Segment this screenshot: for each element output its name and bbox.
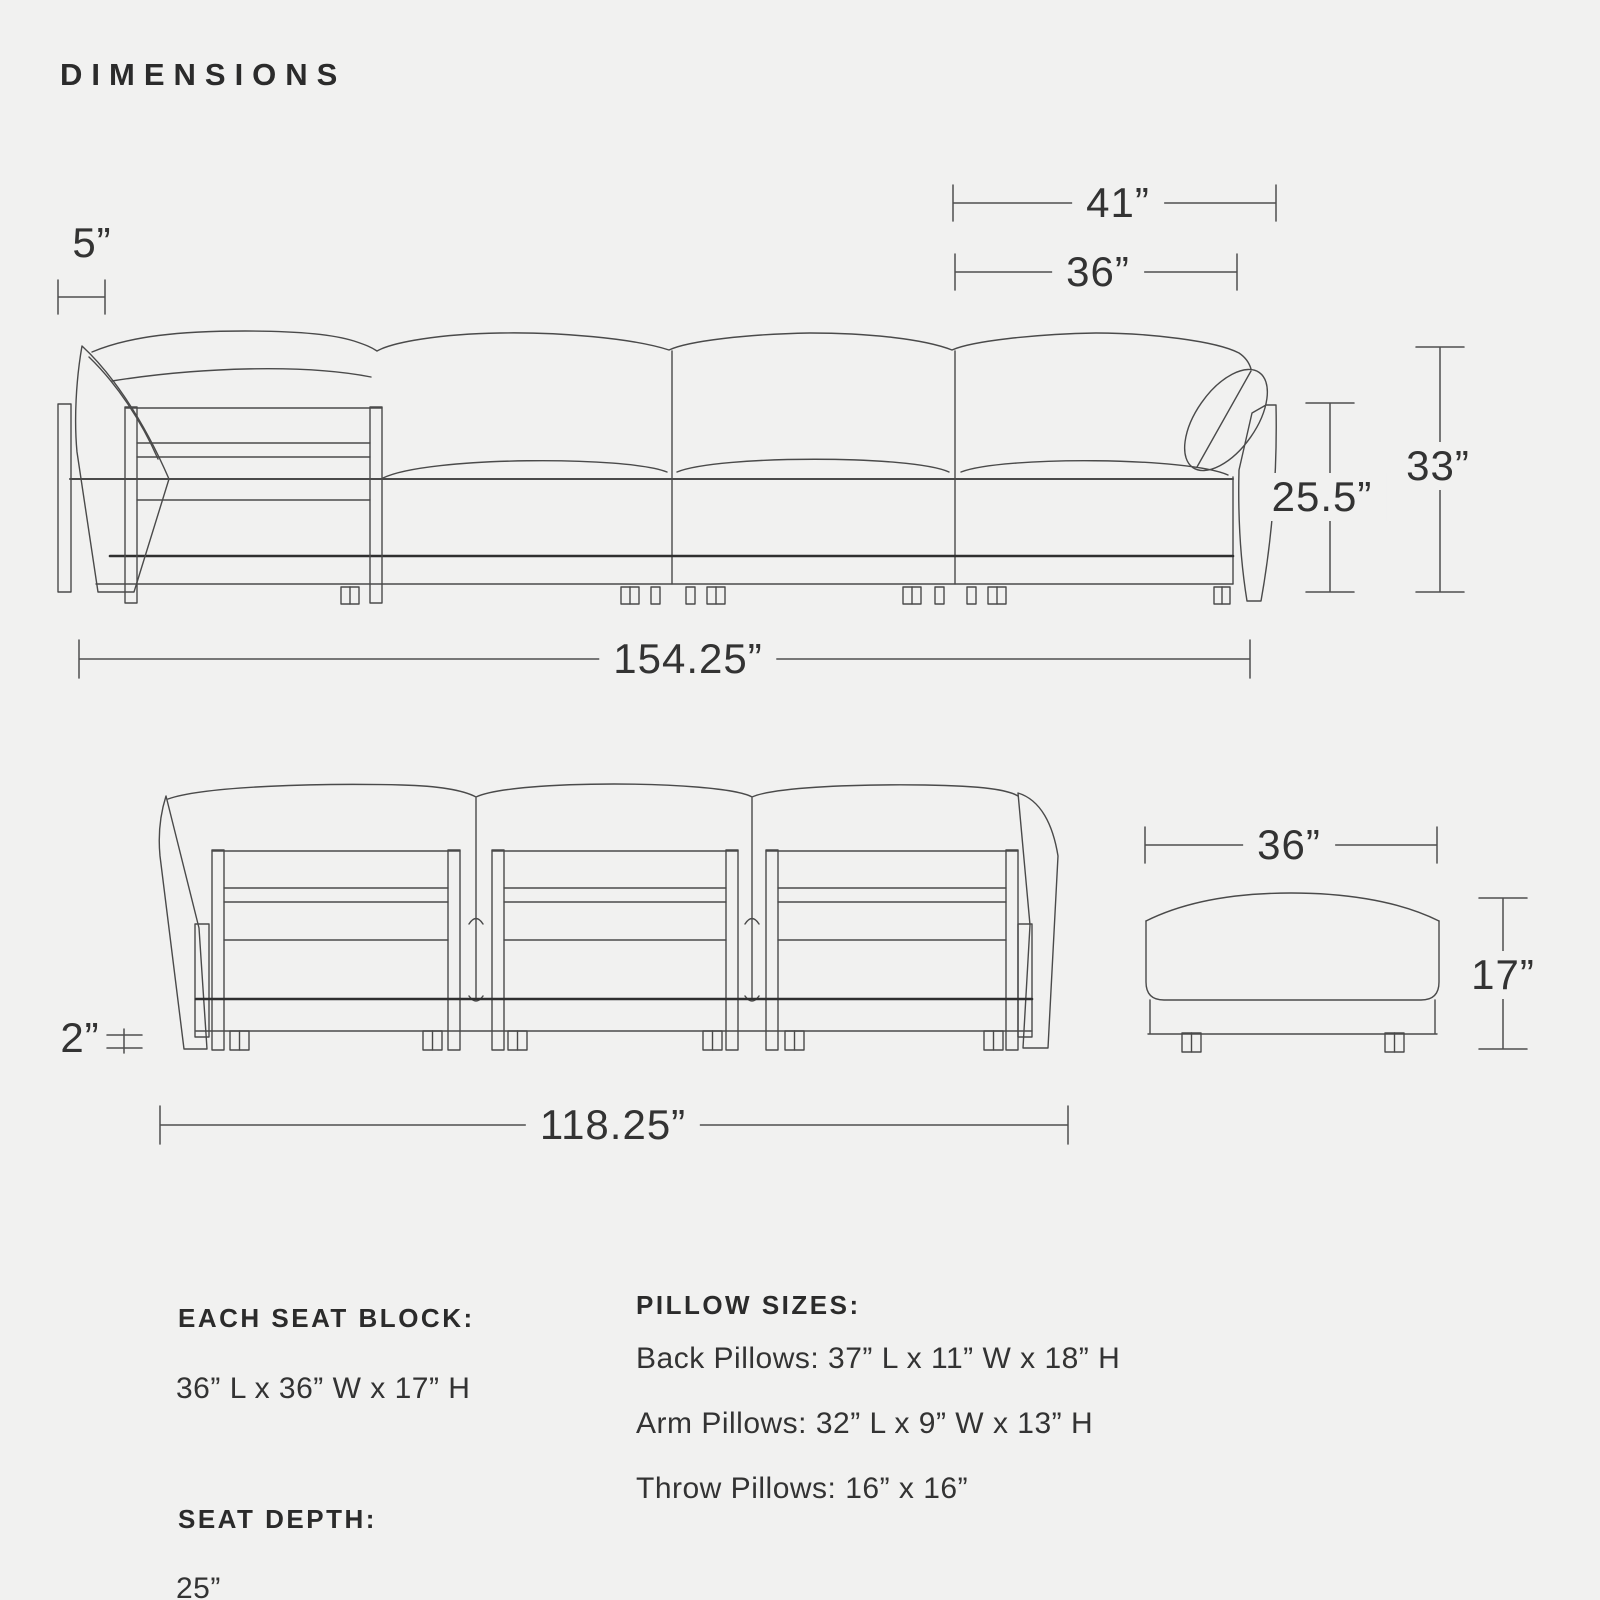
corner-frame-rails	[125, 408, 382, 500]
pillow-sizes-heading: PILLOW SIZES:	[636, 1290, 861, 1320]
seam-piping-marks	[469, 919, 759, 1002]
seat-cushion-arcs	[383, 459, 1228, 478]
module-junction-lines	[672, 351, 1233, 584]
dim-label-ottoman-width: 36”	[1243, 821, 1335, 869]
seat-block-heading: EACH SEAT BLOCK:	[178, 1303, 475, 1333]
corner-frame-left-post	[125, 407, 137, 603]
back-left-wing	[159, 796, 207, 1049]
front-elevation-drawing	[58, 331, 1284, 604]
ottoman-legs	[1182, 1033, 1404, 1052]
dim-label-overall-height: 33”	[1392, 442, 1484, 490]
pillow-size-throw: Throw Pillows: 16” x 16”	[636, 1472, 969, 1505]
ottoman-cushion-top	[1146, 893, 1439, 921]
seat-depth-heading: SEAT DEPTH:	[178, 1504, 377, 1534]
back-legs	[230, 1031, 1003, 1050]
ottoman-drawing	[1146, 893, 1439, 1052]
dim-line-arm-width-5	[58, 280, 105, 314]
back-frame-block-3	[766, 850, 1018, 1050]
ottoman-base	[1148, 1000, 1437, 1034]
dim-label-leg-height: 2”	[60, 1014, 100, 1061]
dim-label-arm-height: 25.5”	[1258, 473, 1387, 521]
pillow-size-back: Back Pillows: 37” L x 11” W x 18” H	[636, 1342, 1121, 1375]
seat-depth-value: 25”	[176, 1572, 221, 1600]
corner-frame-right-post	[370, 407, 382, 603]
dim-line-leg-height-2	[107, 1029, 142, 1053]
back-frame-block-1	[212, 850, 460, 1050]
back-right-wing	[1018, 793, 1058, 1048]
front-legs	[341, 587, 1230, 604]
corner-cushion-edge	[112, 369, 371, 381]
back-cushions-outline	[168, 784, 1018, 799]
page-title: DIMENSIONS	[60, 57, 347, 92]
dim-label-seat-width: 36”	[1052, 248, 1144, 296]
dim-label-back-width: 118.25”	[526, 1101, 700, 1149]
dim-label-overall-width: 154.25”	[599, 635, 776, 683]
pillow-size-arm: Arm Pillows: 32” L x 9” W x 13” H	[636, 1407, 1094, 1440]
ottoman-body	[1146, 921, 1439, 1000]
back-module-seams	[476, 798, 752, 998]
seat-block-value: 36” L x 36” W x 17” H	[176, 1372, 471, 1405]
back-frame-block-2	[492, 850, 738, 1050]
back-elevation-drawing	[159, 784, 1058, 1050]
left-arm-board	[58, 404, 71, 592]
dim-label-ottoman-height: 17”	[1457, 951, 1549, 999]
dim-label-end-seat-with-arm: 41”	[1072, 179, 1164, 227]
dim-label-arm-width: 5”	[72, 219, 112, 266]
